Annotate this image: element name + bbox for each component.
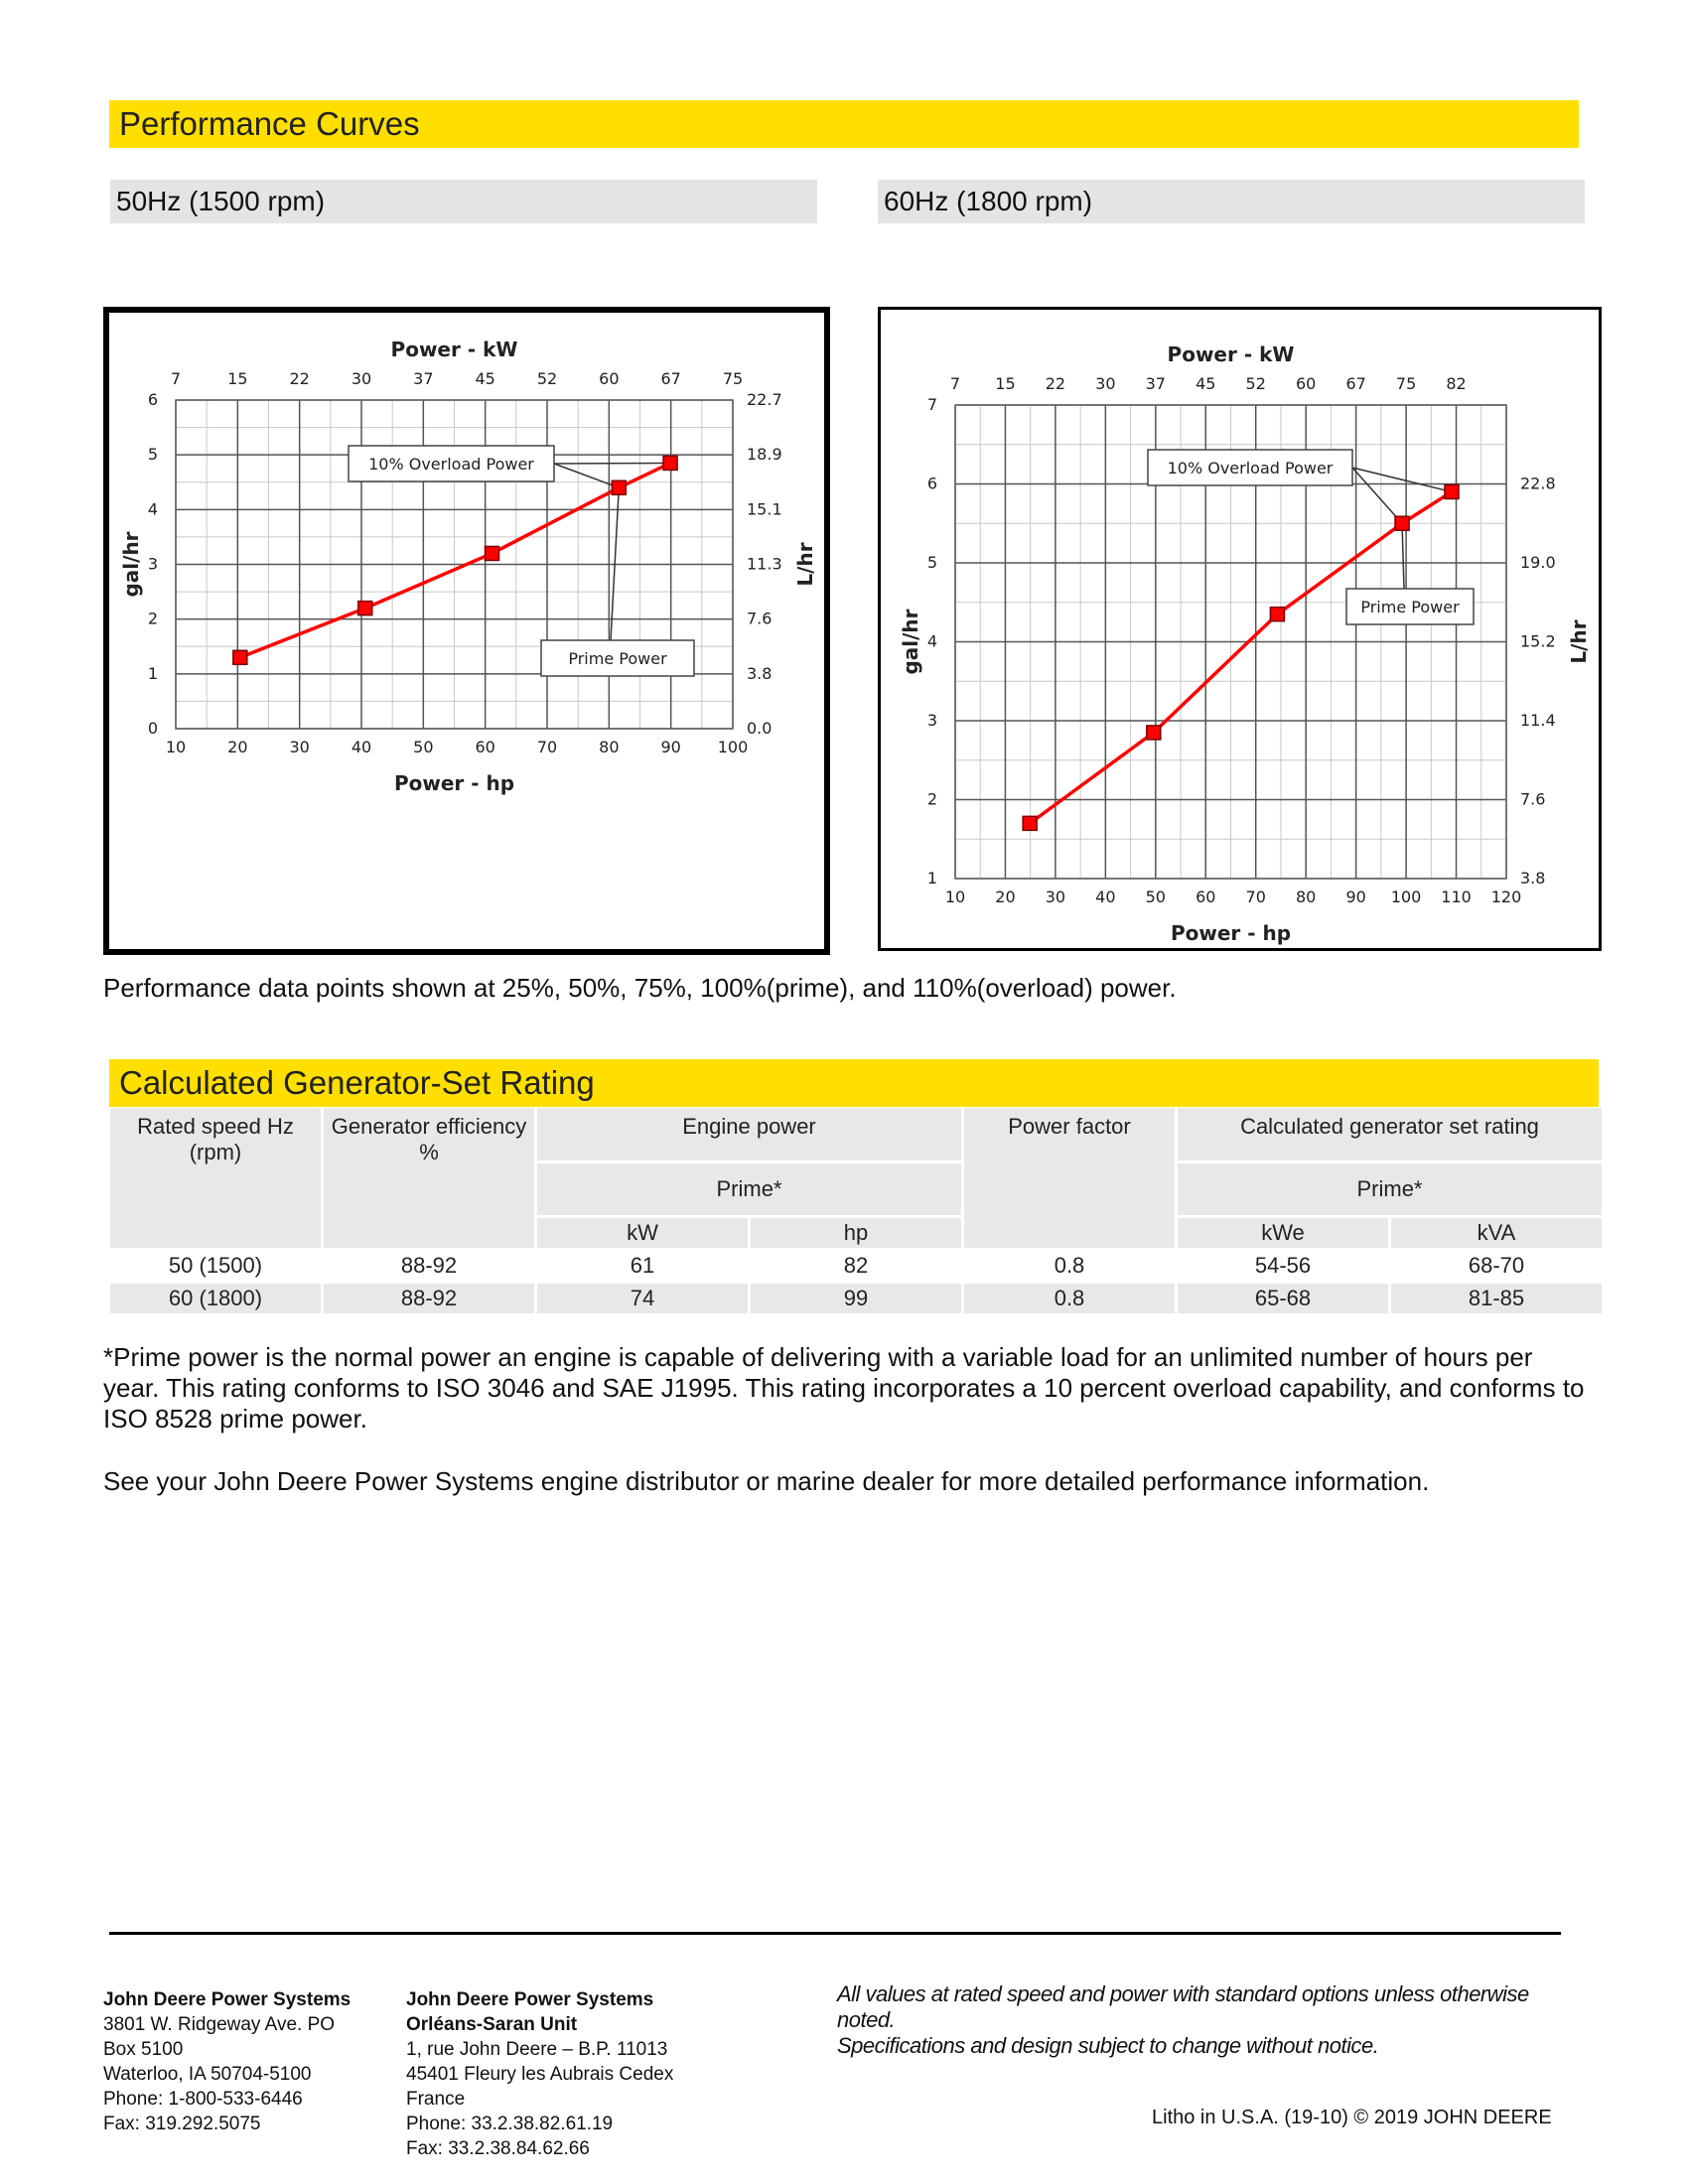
- data-point: [1270, 608, 1284, 621]
- header-kwe: kWe: [1178, 1218, 1388, 1248]
- series-line: [240, 463, 670, 657]
- disclaimer: [837, 1981, 1592, 2059]
- header-kw: kW: [537, 1218, 748, 1248]
- x-tick-label: 40: [1095, 887, 1116, 906]
- data-point: [1445, 484, 1459, 498]
- footer-address-us: [103, 1987, 352, 2136]
- x2-tick-label: 75: [722, 369, 744, 388]
- callout-prime-label: Prime Power: [568, 649, 667, 668]
- y2-tick-label: 3.8: [1520, 869, 1546, 887]
- header-hp: hp: [751, 1218, 961, 1248]
- x-tick-label: 60: [1196, 887, 1216, 906]
- header-engine-power: Engine power: [537, 1108, 961, 1160]
- x2-tick-label: 7: [949, 374, 961, 393]
- chart-50hz-svg: [109, 313, 824, 949]
- x2-tick-label: 67: [660, 369, 681, 388]
- cell-efficiency: 88-92: [324, 1284, 534, 1313]
- x-tick-label: 20: [995, 887, 1016, 906]
- tab-60hz: 60Hz (1800 rpm): [878, 180, 1585, 223]
- generator-set-rating-heading: Calculated Generator-Set Rating: [109, 1059, 1599, 1107]
- cell-power-factor: 0.8: [964, 1284, 1175, 1313]
- y2-axis-title: L/hr: [793, 542, 817, 587]
- x2-tick-label: 30: [1095, 374, 1116, 393]
- y-tick-label: 4: [147, 499, 158, 519]
- header-rated-speed: Rated speed Hz (rpm): [110, 1108, 321, 1248]
- chart-60hz: [878, 307, 1602, 951]
- callout-overload-label: 10% Overload Power: [1167, 459, 1334, 478]
- footer-unit-name: Orléans-Saran Unit: [406, 2014, 578, 2035]
- x-tick-label: 70: [1245, 887, 1266, 906]
- x-tick-label: 90: [660, 738, 681, 756]
- cell-kwe: 65-68: [1178, 1284, 1388, 1313]
- footer-line: 45401 Fleury les Aubrais Cedex: [406, 2064, 674, 2085]
- callout-leader: [554, 463, 670, 464]
- x-tick-label: 50: [1145, 887, 1166, 906]
- header-engine-prime: Prime*: [537, 1163, 961, 1215]
- cell-kw: 61: [537, 1251, 748, 1281]
- x2-tick-label: 67: [1345, 374, 1366, 393]
- x2-axis-title: Power - kW: [390, 338, 518, 361]
- cell-kw: 74: [537, 1284, 748, 1313]
- x-tick-label: 10: [944, 887, 966, 906]
- footer-fax: Fax: 33.2.38.84.62.66: [406, 2138, 590, 2159]
- y-tick-label: 5: [147, 445, 158, 465]
- y-tick-label: 6: [147, 390, 158, 409]
- header-calculated-rating: Calculated generator set rating: [1178, 1108, 1602, 1160]
- y-tick-label: 2: [926, 789, 937, 809]
- x2-tick-label: 75: [1395, 374, 1417, 393]
- rating-table: [107, 1105, 1605, 1316]
- x2-tick-label: 45: [475, 369, 495, 388]
- y-tick-label: 2: [147, 609, 158, 628]
- x-tick-label: 50: [413, 738, 434, 756]
- y2-tick-label: 19.0: [1520, 553, 1556, 572]
- footer-phone: Phone: 33.2.38.82.61.19: [406, 2114, 614, 2134]
- y-tick-label: 6: [926, 474, 937, 493]
- x2-tick-label: 60: [599, 369, 620, 388]
- y-axis-title: gal/hr: [119, 531, 143, 598]
- x-tick-label: 80: [1296, 887, 1317, 906]
- cell-efficiency: 88-92: [324, 1251, 534, 1281]
- x2-axis-title: Power - kW: [1167, 342, 1295, 366]
- data-point: [233, 650, 247, 664]
- distributor-note: See your John Deere Power Systems engine distributor or marine dealer for more detailed performance information.: [103, 1466, 1430, 1496]
- callout-leader: [1402, 523, 1404, 589]
- footer-line: Waterloo, IA 50704-5100: [103, 2064, 312, 2085]
- cell-speed: 60 (1800): [110, 1284, 321, 1313]
- data-point: [1147, 726, 1161, 740]
- x-axis-title: Power - hp: [393, 771, 515, 795]
- data-point: [612, 480, 626, 494]
- x2-tick-label: 45: [1196, 374, 1216, 393]
- cell-kva: 81-85: [1391, 1284, 1602, 1313]
- x-tick-label: 10: [165, 738, 187, 756]
- x2-tick-label: 52: [1245, 374, 1266, 393]
- callout-leader: [1352, 468, 1402, 523]
- footer-phone: Phone: 1-800-533-6446: [103, 2089, 303, 2110]
- y-tick-label: 5: [926, 553, 937, 572]
- table-row: [110, 1251, 1602, 1281]
- header-kva: kVA: [1391, 1218, 1602, 1248]
- y-tick-label: 0: [147, 719, 158, 738]
- y2-tick-label: 22.8: [1520, 474, 1556, 493]
- data-point: [1023, 816, 1037, 830]
- x2-tick-label: 82: [1446, 374, 1467, 393]
- x-tick-label: 80: [599, 738, 620, 756]
- y2-tick-label: 15.1: [747, 499, 782, 519]
- y-tick-label: 3: [926, 711, 937, 730]
- x-tick-label: 90: [1345, 887, 1366, 906]
- data-point: [358, 602, 372, 615]
- litho-copyright: Litho in U.S.A. (19-10) © 2019 JOHN DEERE: [1152, 2107, 1552, 2128]
- footer-company-name: John Deere Power Systems: [103, 1989, 352, 2010]
- header-rating-prime: Prime*: [1178, 1163, 1602, 1215]
- cell-speed: 50 (1500): [110, 1251, 321, 1281]
- x-tick-label: 100: [717, 738, 749, 756]
- y2-tick-label: 11.3: [747, 554, 782, 574]
- y-tick-label: 7: [926, 395, 937, 414]
- x-tick-label: 40: [351, 738, 372, 756]
- disclaimer-line: Specifications and design subject to change without notice.: [837, 2033, 1379, 2058]
- data-point: [1395, 516, 1409, 530]
- footer-line: Box 5100: [103, 2039, 184, 2060]
- footer-line: France: [406, 2089, 466, 2110]
- cell-power-factor: 0.8: [964, 1251, 1175, 1281]
- table-row: [110, 1284, 1602, 1313]
- x-tick-label: 70: [536, 738, 558, 756]
- footer-company-name: John Deere Power Systems: [406, 1989, 654, 2010]
- data-point: [486, 546, 499, 560]
- y2-tick-label: 15.2: [1520, 631, 1556, 651]
- x2-tick-label: 22: [1045, 374, 1066, 393]
- footer-line: 3801 W. Ridgeway Ave. PO: [103, 2014, 336, 2035]
- x2-tick-label: 15: [227, 369, 248, 388]
- series-line: [1030, 491, 1452, 823]
- footer-line: 1, rue John Deere – B.P. 11013: [406, 2039, 668, 2060]
- prime-power-footnote: *Prime power is the normal power an engine is capable of delivering with a variable load for an unlimited number of hours per year. This rating conforms to ISO 3046 and SAE J1995. This rating incorporates a 10 percent overload capability, and conforms to ISO 8528 prime power.: [103, 1342, 1585, 1433]
- x2-tick-label: 37: [1145, 374, 1166, 393]
- callout-overload-label: 10% Overload Power: [368, 455, 534, 474]
- cell-kwe: 54-56: [1178, 1251, 1388, 1281]
- performance-curves-heading: Performance Curves: [109, 100, 1579, 148]
- y2-tick-label: 7.6: [1520, 789, 1546, 809]
- x-tick-label: 110: [1441, 887, 1472, 906]
- callout-prime-label: Prime Power: [1360, 598, 1460, 616]
- y2-tick-label: 0.0: [747, 719, 773, 738]
- x2-tick-label: 52: [536, 369, 558, 388]
- disclaimer-line: All values at rated speed and power with standard options unless otherwise noted.: [837, 1981, 1529, 2032]
- x-tick-label: 60: [475, 738, 495, 756]
- callout-leader: [1352, 468, 1452, 491]
- data-point: [663, 456, 677, 470]
- x2-tick-label: 15: [995, 374, 1016, 393]
- y2-tick-label: 3.8: [747, 663, 773, 683]
- tab-50hz: 50Hz (1500 rpm): [110, 180, 817, 223]
- y2-tick-label: 7.6: [747, 609, 773, 628]
- y2-tick-label: 18.9: [747, 445, 782, 465]
- header-generator-efficiency: Generator efficiency %: [324, 1108, 534, 1248]
- x-tick-label: 20: [227, 738, 248, 756]
- chart-50hz: [103, 307, 830, 955]
- x-tick-label: 120: [1490, 887, 1522, 906]
- x2-tick-label: 60: [1296, 374, 1317, 393]
- x-axis-title: Power - hp: [1170, 921, 1292, 945]
- x-tick-label: 100: [1390, 887, 1422, 906]
- header-power-factor: Power factor: [964, 1108, 1175, 1248]
- x-tick-label: 30: [289, 738, 310, 756]
- x-tick-label: 30: [1045, 887, 1066, 906]
- footer-fax: Fax: 319.292.5075: [103, 2114, 261, 2134]
- y2-tick-label: 22.7: [747, 390, 782, 409]
- footer-divider: [109, 1932, 1561, 1935]
- footer-address-france: [406, 1987, 694, 2161]
- y-tick-label: 4: [926, 631, 937, 651]
- y2-axis-title: L/hr: [1567, 619, 1591, 664]
- x2-tick-label: 37: [413, 369, 434, 388]
- cell-hp: 99: [751, 1284, 961, 1313]
- performance-note: Performance data points shown at 25%, 50%, 75%, 100%(prime), and 110%(overload) power.: [103, 973, 1177, 1003]
- y-tick-label: 1: [926, 869, 937, 887]
- y2-tick-label: 11.4: [1520, 711, 1556, 730]
- y-axis-title: gal/hr: [899, 609, 922, 675]
- x2-tick-label: 7: [170, 369, 182, 388]
- y-tick-label: 3: [147, 554, 158, 574]
- x2-tick-label: 30: [351, 369, 372, 388]
- y-tick-label: 1: [147, 663, 158, 683]
- x2-tick-label: 22: [289, 369, 310, 388]
- cell-kva: 68-70: [1391, 1251, 1602, 1281]
- chart-60hz-svg: [881, 310, 1599, 948]
- cell-hp: 82: [751, 1251, 961, 1281]
